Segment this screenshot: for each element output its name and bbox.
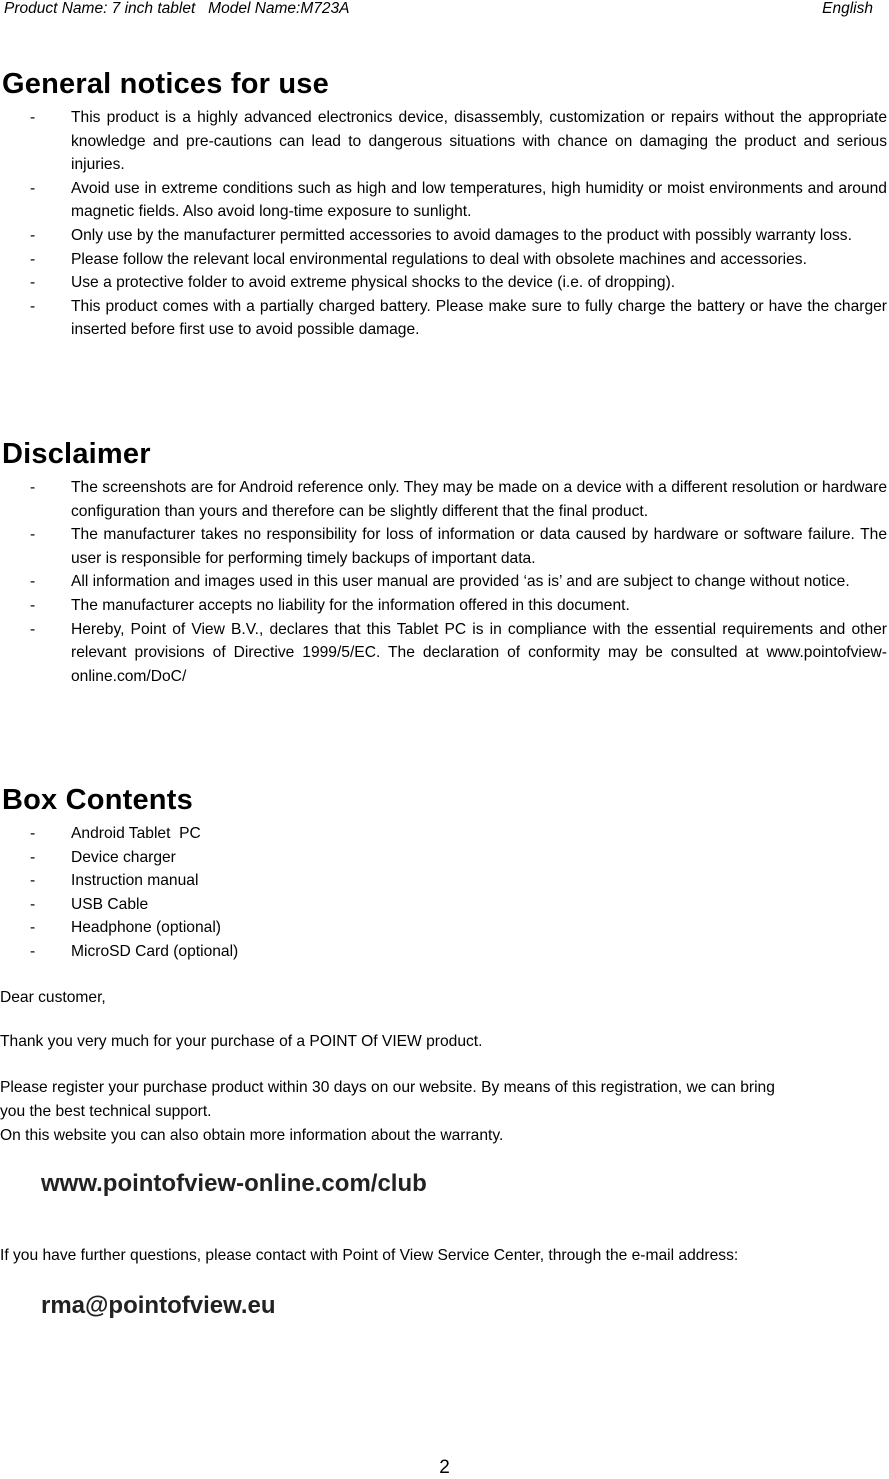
language-label: English xyxy=(822,0,873,17)
list-item: - Device charger xyxy=(30,848,176,866)
section-title-general: General notices for use xyxy=(2,68,329,100)
list-item: - Android Tablet PC xyxy=(30,825,201,842)
list-item: - The manufacturer accepts no liability for the information offered in this document. xyxy=(30,596,630,614)
disclaimer-list xyxy=(0,476,889,688)
list-item: - The manufacturer takes no responsibility for loss of information or data caused by hardware or software failure. The user is responsible for performing timely backups of important data. xyxy=(30,526,887,567)
section-title-disclaimer: Disclaimer xyxy=(2,438,151,470)
general-list xyxy=(0,106,889,342)
page-number: 2 xyxy=(439,1457,450,1478)
list-item: - All information and images used in this user manual are provided ‘as is’ and are subject to change without notice. xyxy=(30,573,850,591)
list-item: - Instruction manual xyxy=(30,872,199,890)
list-item: - MicroSD Card (optional) xyxy=(30,942,239,960)
warranty-text: On this website you can also obtain more information about the warranty. xyxy=(0,1127,504,1144)
register-text-1: Please register your purchase product within 30 days on our website. By means of this registration, we can bring xyxy=(0,1079,775,1096)
section-title-box-contents: Box Contents xyxy=(2,784,193,816)
greeting: Dear customer, xyxy=(0,989,106,1006)
list-item: - Please follow the relevant local environmental regulations to deal with obsolete machines and accessories. xyxy=(30,250,807,268)
list-item: - USB Cable xyxy=(30,895,149,913)
page-header xyxy=(4,0,873,20)
box-contents-list xyxy=(0,822,889,964)
list-item: - The screenshots are for Android reference only. They may be made on a device with a different resolution or hardware configuration than yours and therefore can be slightly different that the final product. xyxy=(30,479,887,520)
list-item: - Hereby, Point of View B.V., declares that this Tablet PC is in compliance with the essential requirements and other relevant provisions of Directive 1999/5/EC. The declaration of conformity may be consulted at www.pointofview-online.com/DoC/ xyxy=(30,620,887,685)
register-text-2: you the best technical support. xyxy=(0,1103,212,1120)
list-item: - Headphone (optional) xyxy=(30,919,221,937)
list-item: - Avoid use in extreme conditions such as high and low temperatures, high humidity or moist environments and around magnetic fields. Also avoid long-time exposure to sunlight. xyxy=(30,179,887,221)
product-info: Product Name: 7 inch tablet Model Name:M723A xyxy=(4,0,350,17)
club-link[interactable]: www.pointofview-online.com/club xyxy=(41,1170,427,1197)
list-item: - This product comes with a partially charged battery. Please make sure to fully charge the battery or have the charger inserted before first use to avoid possible damage. xyxy=(30,297,887,339)
email-link[interactable]: rma@pointofview.eu xyxy=(41,1292,276,1319)
list-item: - This product is a highly advanced electronics device, disassembly, customization or repairs without the appropriate knowledge and pre-cautions can lead to dangerous situations with chance on damaging the product and serious injuries. xyxy=(30,109,887,174)
thanks-text: Thank you very much for your purchase of a POINT Of VIEW product. xyxy=(0,1033,483,1050)
list-item: - Only use by the manufacturer permitted accessories to avoid damages to the product with possibly warranty loss. xyxy=(30,226,852,244)
list-item: - Use a protective folder to avoid extreme physical shocks to the device (i.e. of dropping). xyxy=(30,274,676,292)
contact-text: If you have further questions, please contact with Point of View Service Center, through the e-mail address: xyxy=(0,1247,739,1264)
